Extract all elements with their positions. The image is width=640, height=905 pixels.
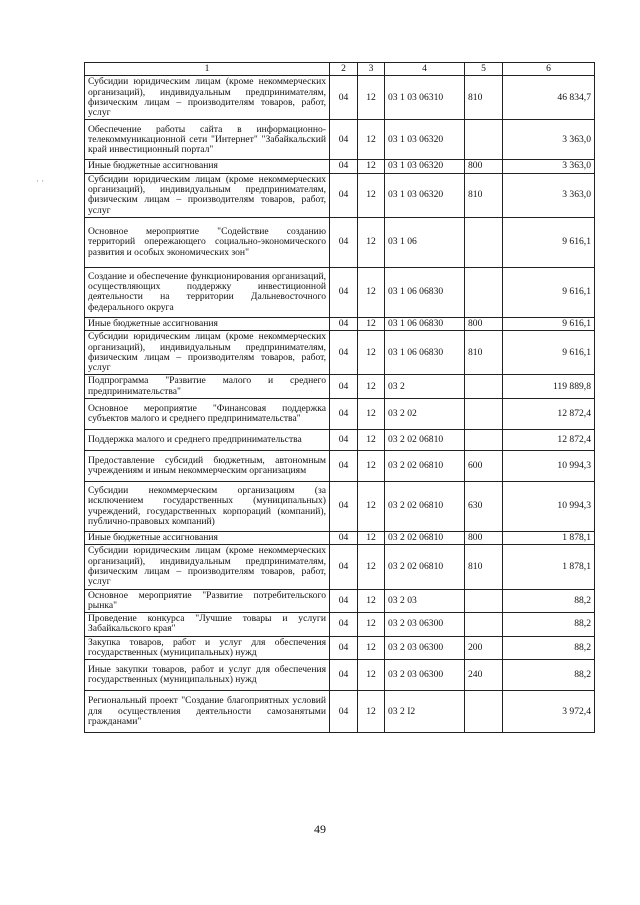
target-article-cell: 03 2 02 06810 bbox=[385, 545, 465, 589]
target-article-cell: 03 1 03 06310 bbox=[385, 76, 465, 120]
expense-type-cell: 200 bbox=[465, 636, 503, 660]
target-article-cell: 03 2 I2 bbox=[385, 691, 465, 733]
section-code-cell: 04 bbox=[330, 613, 358, 637]
target-article-cell: 03 1 03 06320 bbox=[385, 120, 465, 160]
section-code-cell: 04 bbox=[330, 120, 358, 160]
expense-type-cell: 810 bbox=[465, 173, 503, 217]
table-header-row bbox=[85, 63, 595, 76]
section-code-cell: 04 bbox=[330, 532, 358, 545]
section-code-cell: 04 bbox=[330, 217, 358, 267]
subsection-code-cell: 12 bbox=[358, 589, 385, 613]
row-name-cell: Основное мероприятие "Содействие созданию территорий опережающего социально-экономического развития и особых экономических зон" bbox=[85, 217, 330, 267]
subsection-code-cell: 12 bbox=[358, 545, 385, 589]
expense-type-cell: 800 bbox=[465, 317, 503, 330]
subsection-code-cell: 12 bbox=[358, 430, 385, 451]
table-row bbox=[85, 545, 595, 589]
section-code-cell: 04 bbox=[330, 173, 358, 217]
expense-type-cell: 810 bbox=[465, 545, 503, 589]
section-code-cell: 04 bbox=[330, 636, 358, 660]
row-name-cell: Иные бюджетные ассигнования bbox=[85, 532, 330, 545]
expense-type-cell bbox=[465, 430, 503, 451]
amount-cell: 46 834,7 bbox=[503, 76, 595, 120]
row-name-cell: Иные бюджетные ассигнования bbox=[85, 160, 330, 173]
row-name-cell: Подпрограмма "Развитие малого и среднего предпринимательства" bbox=[85, 375, 330, 399]
expense-type-cell bbox=[465, 691, 503, 733]
amount-cell: 1 878,1 bbox=[503, 532, 595, 545]
subsection-code-cell: 12 bbox=[358, 451, 385, 482]
target-article-cell: 03 2 03 06300 bbox=[385, 636, 465, 660]
amount-cell: 9 616,1 bbox=[503, 267, 595, 317]
table-row bbox=[85, 451, 595, 482]
section-code-cell: 04 bbox=[330, 160, 358, 173]
expense-type-cell: 240 bbox=[465, 660, 503, 691]
target-article-cell: 03 2 02 bbox=[385, 399, 465, 430]
table-row bbox=[85, 173, 595, 217]
amount-cell: 88,2 bbox=[503, 636, 595, 660]
section-code-cell: 04 bbox=[330, 375, 358, 399]
subsection-code-cell: 12 bbox=[358, 217, 385, 267]
table-row bbox=[85, 399, 595, 430]
budget-table bbox=[84, 62, 595, 733]
amount-cell: 10 994,3 bbox=[503, 451, 595, 482]
amount-cell: 12 872,4 bbox=[503, 399, 595, 430]
section-code-cell: 04 bbox=[330, 317, 358, 330]
target-article-cell: 03 2 02 06810 bbox=[385, 532, 465, 545]
header-cell: 3 bbox=[358, 63, 385, 76]
row-name-cell: Субсидии юридическим лицам (кроме некоммерческих организаций), индивидуальным предпринимателям, физическим лицам – производителям товаров, работ, услуг bbox=[85, 331, 330, 375]
target-article-cell: 03 1 06 bbox=[385, 217, 465, 267]
amount-cell: 3 972,4 bbox=[503, 691, 595, 733]
expense-type-cell: 800 bbox=[465, 532, 503, 545]
table-row bbox=[85, 430, 595, 451]
table-row bbox=[85, 317, 595, 330]
section-code-cell: 04 bbox=[330, 267, 358, 317]
subsection-code-cell: 12 bbox=[358, 331, 385, 375]
table-row bbox=[85, 375, 595, 399]
page-number: 49 bbox=[314, 822, 326, 836]
target-article-cell: 03 1 06 06830 bbox=[385, 317, 465, 330]
subsection-code-cell: 12 bbox=[358, 482, 385, 532]
expense-type-cell: 810 bbox=[465, 331, 503, 375]
expense-type-cell bbox=[465, 217, 503, 267]
target-article-cell: 03 2 03 06300 bbox=[385, 660, 465, 691]
amount-cell: 88,2 bbox=[503, 589, 595, 613]
expense-type-cell: 600 bbox=[465, 451, 503, 482]
amount-cell: 9 616,1 bbox=[503, 317, 595, 330]
expense-type-cell: 810 bbox=[465, 76, 503, 120]
row-name-cell: Поддержка малого и среднего предпринимательства bbox=[85, 430, 330, 451]
table-row bbox=[85, 636, 595, 660]
expense-type-cell bbox=[465, 120, 503, 160]
row-name-cell: Субсидии некоммерческим организациям (за исключением государственных (муниципальных) учреждений, государственных корпораций (компаний), публично-правовых компаний) bbox=[85, 482, 330, 532]
section-code-cell: 04 bbox=[330, 399, 358, 430]
section-code-cell: 04 bbox=[330, 451, 358, 482]
subsection-code-cell: 12 bbox=[358, 691, 385, 733]
table-row bbox=[85, 160, 595, 173]
amount-cell: 9 616,1 bbox=[503, 217, 595, 267]
subsection-code-cell: 12 bbox=[358, 613, 385, 637]
amount-cell: 10 994,3 bbox=[503, 482, 595, 532]
section-code-cell: 04 bbox=[330, 482, 358, 532]
row-name-cell: Субсидии юридическим лицам (кроме некоммерческих организаций), индивидуальным предпринимателям, физическим лицам – производителям товаров, работ, услуг bbox=[85, 76, 330, 120]
table-row bbox=[85, 267, 595, 317]
row-name-cell: Основное мероприятие "Развитие потребительского рынка" bbox=[85, 589, 330, 613]
expense-type-cell bbox=[465, 399, 503, 430]
table-row bbox=[85, 613, 595, 637]
expense-type-cell bbox=[465, 375, 503, 399]
amount-cell: 1 878,1 bbox=[503, 545, 595, 589]
table-row bbox=[85, 589, 595, 613]
target-article-cell: 03 1 03 06320 bbox=[385, 173, 465, 217]
amount-cell: 119 889,8 bbox=[503, 375, 595, 399]
row-name-cell: Основное мероприятие "Финансовая поддержка субъектов малого и среднего предпринимательства" bbox=[85, 399, 330, 430]
header-cell: 4 bbox=[385, 63, 465, 76]
row-name-cell: Региональный проект "Создание благоприятных условий для осуществления деятельности самозанятыми гражданами" bbox=[85, 691, 330, 733]
target-article-cell: 03 2 02 06810 bbox=[385, 430, 465, 451]
amount-cell: 9 616,1 bbox=[503, 331, 595, 375]
row-name-cell: Закупка товаров, работ и услуг для обеспечения государственных (муниципальных) нужд bbox=[85, 636, 330, 660]
table-row bbox=[85, 532, 595, 545]
subsection-code-cell: 12 bbox=[358, 120, 385, 160]
table-row bbox=[85, 660, 595, 691]
header-cell: 5 bbox=[465, 63, 503, 76]
target-article-cell: 03 2 03 bbox=[385, 589, 465, 613]
section-code-cell: 04 bbox=[330, 589, 358, 613]
row-name-cell: Иные закупки товаров, работ и услуг для обеспечения государственных (муниципальных) нужд bbox=[85, 660, 330, 691]
table-row bbox=[85, 331, 595, 375]
subsection-code-cell: 12 bbox=[358, 399, 385, 430]
amount-cell: 88,2 bbox=[503, 660, 595, 691]
target-article-cell: 03 1 03 06320 bbox=[385, 160, 465, 173]
target-article-cell: 03 2 bbox=[385, 375, 465, 399]
subsection-code-cell: 12 bbox=[358, 160, 385, 173]
subsection-code-cell: 12 bbox=[358, 532, 385, 545]
amount-cell: 3 363,0 bbox=[503, 120, 595, 160]
section-code-cell: 04 bbox=[330, 691, 358, 733]
section-code-cell: 04 bbox=[330, 331, 358, 375]
subsection-code-cell: 12 bbox=[358, 267, 385, 317]
table-row bbox=[85, 120, 595, 160]
header-cell: 6 bbox=[503, 63, 595, 76]
section-code-cell: 04 bbox=[330, 430, 358, 451]
table-row bbox=[85, 76, 595, 120]
target-article-cell: 03 1 06 06830 bbox=[385, 331, 465, 375]
target-article-cell: 03 2 02 06810 bbox=[385, 482, 465, 532]
amount-cell: 88,2 bbox=[503, 613, 595, 637]
table-row bbox=[85, 482, 595, 532]
subsection-code-cell: 12 bbox=[358, 76, 385, 120]
amount-cell: 3 363,0 bbox=[503, 160, 595, 173]
subsection-code-cell: 12 bbox=[358, 317, 385, 330]
scan-mark: · · bbox=[36, 176, 45, 186]
header-cell: 2 bbox=[330, 63, 358, 76]
expense-type-cell: 800 bbox=[465, 160, 503, 173]
target-article-cell: 03 1 06 06830 bbox=[385, 267, 465, 317]
row-name-cell: Обеспечение работы сайта в информационно-телекоммуникационной сети "Интернет" "Забайкальский край инвестиционный портал" bbox=[85, 120, 330, 160]
subsection-code-cell: 12 bbox=[358, 375, 385, 399]
section-code-cell: 04 bbox=[330, 76, 358, 120]
row-name-cell: Субсидии юридическим лицам (кроме некоммерческих организаций), индивидуальным предпринимателям, физическим лицам – производителям товаров, работ, услуг bbox=[85, 545, 330, 589]
subsection-code-cell: 12 bbox=[358, 173, 385, 217]
subsection-code-cell: 12 bbox=[358, 636, 385, 660]
subsection-code-cell: 12 bbox=[358, 660, 385, 691]
row-name-cell: Предоставление субсидий бюджетным, автономным учреждениям и иным некоммерческим организациям bbox=[85, 451, 330, 482]
row-name-cell: Проведение конкурса "Лучшие товары и услуги Забайкальского края" bbox=[85, 613, 330, 637]
header-cell: 1 bbox=[85, 63, 330, 76]
amount-cell: 12 872,4 bbox=[503, 430, 595, 451]
section-code-cell: 04 bbox=[330, 660, 358, 691]
expense-type-cell bbox=[465, 613, 503, 637]
section-code-cell: 04 bbox=[330, 545, 358, 589]
expense-type-cell bbox=[465, 589, 503, 613]
expense-type-cell: 630 bbox=[465, 482, 503, 532]
target-article-cell: 03 2 02 06810 bbox=[385, 451, 465, 482]
row-name-cell: Создание и обеспечение функционирования организаций, осуществляющих поддержку инвестиционной деятельности на территории Дальневосточного федерального округа bbox=[85, 267, 330, 317]
row-name-cell: Субсидии юридическим лицам (кроме некоммерческих организаций), индивидуальным предпринимателям, физическим лицам – производителям товаров, работ, услуг bbox=[85, 173, 330, 217]
table-row bbox=[85, 217, 595, 267]
row-name-cell: Иные бюджетные ассигнования bbox=[85, 317, 330, 330]
expense-type-cell bbox=[465, 267, 503, 317]
target-article-cell: 03 2 03 06300 bbox=[385, 613, 465, 637]
table-row bbox=[85, 691, 595, 733]
amount-cell: 3 363,0 bbox=[503, 173, 595, 217]
